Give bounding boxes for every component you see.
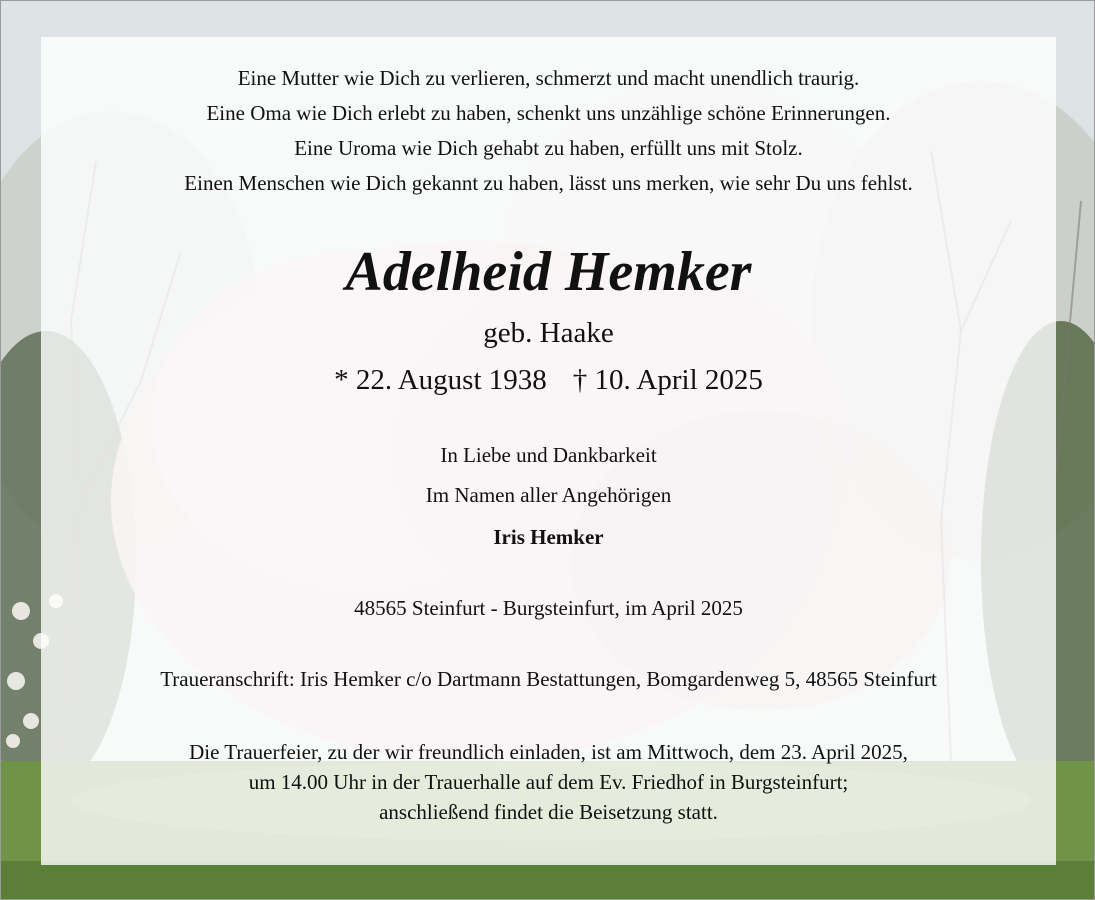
maiden-name: geb. Haake [483,317,614,349]
funeral-line: Die Trauerfeier, zu der wir freundlich einladen, ist am Mittwoch, dem 23. April 2025, [189,740,908,764]
thanks-line: In Liebe und Dankbarkeit [440,443,657,467]
funeral-line: um 14.00 Uhr in der Trauerhalle auf dem Ev. Friedhof in Burgsteinfurt; [248,770,849,794]
poem-line: Einen Menschen wie Dich gekannt zu haben, lässt uns merken, wie sehr Du uns fehlst. [184,171,913,195]
poem-line: Eine Uroma wie Dich gehabt zu haben, erfüllt uns mit Stolz. [294,136,803,160]
birth-date: * 22. August 1938 [334,364,547,396]
family-line: Im Namen aller Angehörigen [425,483,672,507]
deceased-name: Adelheid Hemker [345,241,752,303]
funeral-notice [41,737,1056,827]
funeral-line: anschließend findet die Beisetzung statt. [379,800,718,824]
poem-line: Eine Mutter wie Dich zu verlieren, schmerzt und macht unendlich traurig. [237,66,860,90]
poem [41,61,1056,201]
text-panel [41,37,1056,865]
poem-line: Eine Oma wie Dich erlebt zu haben, schenkt uns unzählige schöne Erinnerungen. [206,101,891,125]
mourning-address: Traueranschrift: Iris Hemker c/o Dartmann Bestattungen, Bomgardenweg 5, 48565 Steinfurt [160,667,937,691]
life-dates [41,361,1056,399]
place-and-date: 48565 Steinfurt - Burgsteinfurt, im April 2025 [354,596,743,620]
death-date: † 10. April 2025 [572,364,763,396]
signer-name: Iris Hemker [493,525,604,549]
